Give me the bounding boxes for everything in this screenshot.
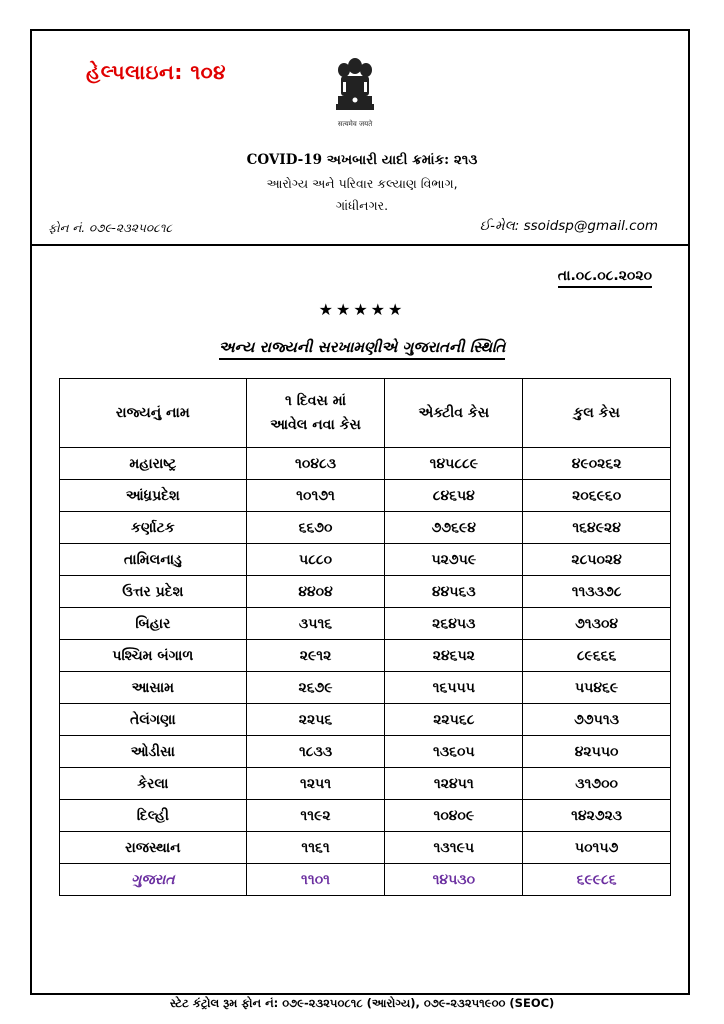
cell-active: ૪૪૫૬૩: [385, 576, 523, 608]
cell-active: ૧૪૫૮૮૯: [385, 448, 523, 480]
cell-new: ૧૧૦૧: [246, 864, 385, 896]
table-row: [60, 480, 671, 512]
cell-active: ૨૬૪૫૩: [385, 608, 523, 640]
cell-total: ૭૭૫૧૩: [523, 704, 671, 736]
cell-total: ૫૦૧૫૭: [523, 832, 671, 864]
cell-total: ૪૨૫૫૦: [523, 736, 671, 768]
cell-state: કેરલા: [60, 768, 247, 800]
cell-new: ૧૦૪૮૩: [246, 448, 385, 480]
cell-new: ૧૧૬૧: [246, 832, 385, 864]
cell-state: આસામ: [60, 672, 247, 704]
stars-divider: ★★★★★: [318, 300, 406, 319]
helpline-number: હેલ્પલાઇન: ૧૦૪: [86, 60, 227, 84]
cell-new: ૫૮૮૦: [246, 544, 385, 576]
cell-active: ૧૪૫૩૦: [385, 864, 523, 896]
header-new-cases: [246, 379, 385, 448]
table-row-gujarat: [60, 864, 671, 896]
cell-total: ૮૯૬૬૬: [523, 640, 671, 672]
state-comparison-table: [59, 378, 671, 896]
cell-state: ઉત્તર પ્રદેશ: [60, 576, 247, 608]
cell-active: ૧૨૪૫૧: [385, 768, 523, 800]
cell-active: ૧૩૧૯૫: [385, 832, 523, 864]
cell-new: ૩૫૧૬: [246, 608, 385, 640]
press-release-title: COVID-19 અખબારી યાદી ક્રમાંક: ૨૧૩: [246, 152, 478, 168]
cell-total: ૭૧૩૦૪: [523, 608, 671, 640]
cell-new: ૨૯૧૨: [246, 640, 385, 672]
cell-new: ૬૬૭૦: [246, 512, 385, 544]
cell-new: ૧૧૯૨: [246, 800, 385, 832]
cell-active: ૭૭૬૯૪: [385, 512, 523, 544]
cell-new: ૧૮૩૩: [246, 736, 385, 768]
release-date: તા.૦૮.૦૮.૨૦૨૦: [558, 268, 652, 288]
cell-total: ૧૬૪૯૨૪: [523, 512, 671, 544]
cell-total: ૬૯૯૮૬: [523, 864, 671, 896]
city-name: ગાંધીનગર.: [335, 198, 389, 213]
header-divider: [30, 244, 690, 246]
cell-state: દિલ્હી: [60, 800, 247, 832]
cell-active: ૧૦૪૦૯: [385, 800, 523, 832]
cell-new: ૨૬૭૯: [246, 672, 385, 704]
cell-new: ૨૨૫૬: [246, 704, 385, 736]
cell-state: તામિલનાડુ: [60, 544, 247, 576]
cell-state: બિહાર: [60, 608, 247, 640]
cell-total: ૩૧૭૦૦: [523, 768, 671, 800]
cell-new: ૪૪૦૪: [246, 576, 385, 608]
header-active-cases: એક્ટીવ કેસ: [385, 379, 523, 448]
cell-state: આંધ્રપ્રદેશ: [60, 480, 247, 512]
cell-new: ૧૨૫૧: [246, 768, 385, 800]
table-heading: [0, 338, 724, 356]
cell-active: ૮૪૬૫૪: [385, 480, 523, 512]
header-new-cases-line2: આવેલ નવા કેસ: [270, 417, 361, 433]
cell-total: ૨૦૬૯૬૦: [523, 480, 671, 512]
cell-state: કર્ણાટક: [60, 512, 247, 544]
table-row: [60, 800, 671, 832]
table-row: [60, 640, 671, 672]
table-header-row: [60, 379, 671, 448]
cell-new: ૧૦૧૭૧: [246, 480, 385, 512]
header-total-cases: કુલ કેસ: [523, 379, 671, 448]
table-row: [60, 512, 671, 544]
cell-active: ૫૨૭૫૯: [385, 544, 523, 576]
cell-state: રાજસ્થાન: [60, 832, 247, 864]
emblem-motto: सत्यमेव जयते: [337, 120, 373, 128]
cell-state: પશ્ચિમ બંગાળ: [60, 640, 247, 672]
table-row: [60, 768, 671, 800]
cell-active: ૨૪૬૫૨: [385, 640, 523, 672]
table-row: [60, 736, 671, 768]
cell-active: ૧૩૬૦૫: [385, 736, 523, 768]
cell-state: ગુજરાત: [60, 864, 247, 896]
table-row: [60, 544, 671, 576]
cell-active: ૨૨૫૬૮: [385, 704, 523, 736]
control-room-footer: સ્ટેટ કંટ્રોલ રૂમ ફોન નં: ૦૭૯-૨૩૨૫૦૮૧૮ (આરોગ્ય), ૦૭૯-૨૩૨૫૧૯૦૦ (SEOC): [169, 996, 555, 1010]
cell-total: ૧૪૨૭૨૩: [523, 800, 671, 832]
table-row: [60, 672, 671, 704]
cell-state: તેલંગણા: [60, 704, 247, 736]
cell-total: ૫૫૪૬૯: [523, 672, 671, 704]
table-row: [60, 576, 671, 608]
table-heading-text: અન્ય રાજ્યની સરખામણીએ ગુજરાતની સ્થિતિ: [219, 338, 506, 360]
cell-total: ૪૯૦૨૬૨: [523, 448, 671, 480]
table-row: [60, 704, 671, 736]
department-name: આરોગ્ય અને પરિવાર કલ્યાણ વિભાગ,: [266, 176, 458, 191]
national-emblem-logo: [330, 52, 380, 132]
cell-total: ૧૧૩૩૭૮: [523, 576, 671, 608]
table-row: [60, 448, 671, 480]
email-address: ઈ-મેલ: ssoidsp@gmail.com: [479, 218, 658, 234]
header-state: રાજ્યનું નામ: [60, 379, 247, 448]
cell-state: ઓડીસા: [60, 736, 247, 768]
cell-active: ૧૬૫૫૫: [385, 672, 523, 704]
header-new-cases-line1: ૧ દિવસ માં: [285, 393, 347, 409]
cell-total: ૨૮૫૦૨૪: [523, 544, 671, 576]
table-row: [60, 832, 671, 864]
table-row: [60, 608, 671, 640]
phone-number: ફોન નં. ૦૭૯-૨૩૨૫૦૮૧૮: [48, 221, 173, 235]
cell-state: મહારાષ્ટ્ર: [60, 448, 247, 480]
